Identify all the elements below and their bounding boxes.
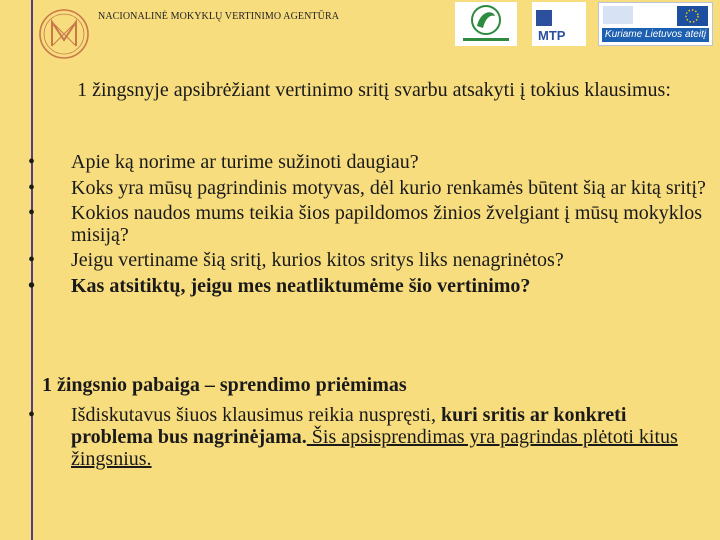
leaf-logo-icon <box>455 2 517 46</box>
mtp-logo-text: MTP <box>538 28 566 43</box>
list-item <box>28 203 718 246</box>
list-item <box>28 250 718 272</box>
list-item-text: Kas atsitiktų, jeigu mes neatliktumėme šio vertinimo? <box>71 274 531 297</box>
nmva-emblem-icon <box>38 8 90 60</box>
list-item <box>28 178 718 200</box>
partner-logo-1 <box>455 2 517 46</box>
decision-list <box>28 404 708 470</box>
bullet-icon: • <box>28 202 36 224</box>
bullet-icon: • <box>28 249 36 271</box>
list-item-text: Koks yra mūsų pagrindinis motyvas, dėl kurio renkamės būtent šią ar kitą sritį? <box>71 176 706 199</box>
question-list <box>28 152 718 301</box>
decision-text-underlined: Šis apsisprendimas yra pagrindas plėtoti kitus žingsnius. <box>71 426 678 470</box>
mtp-logo-icon <box>532 2 586 46</box>
list-item <box>28 152 718 174</box>
partner-logo-mtp <box>532 2 586 46</box>
decision-text-plain: Išdiskutavus šiuos klausimus reikia nuspręsti, <box>71 404 441 426</box>
list-item-text: Kokios naudos mums teikia šios papildomos žinios žvelgiant į mūsų mokyklos misiją? <box>71 202 703 246</box>
bullet-icon: • <box>28 176 36 199</box>
list-item-text: Apie ką norime ar turime sužinoti daugiau? <box>71 151 419 173</box>
bullet-icon: • <box>28 404 36 426</box>
bullet-icon: • <box>28 151 36 173</box>
eu-slogan: Kuriame Lietuvos ateitį <box>602 28 709 42</box>
eu-flag-icon <box>599 3 712 29</box>
list-item <box>28 276 718 298</box>
section-heading: 1 žingsnio pabaiga – sprendimo priėmimas <box>42 374 407 396</box>
list-item-text: Jeigu vertiname šią sritį, kurios kitos sritys liks nenagrinėtos? <box>71 249 564 271</box>
bullet-icon: • <box>28 274 36 297</box>
partner-logo-eu <box>598 2 713 46</box>
agency-name: NACIONALINĖ MOKYKLŲ VERTINIMO AGENTŪRA <box>98 11 340 22</box>
slide-title: 1 žingsnyje apsibrėžiant vertinimo sritį svarbu atsakyti į tokius klausimus: <box>77 79 671 101</box>
list-item <box>28 404 708 470</box>
decision-text-bold: kuri sritis ar konkreti problema bus nagrinėjama. <box>71 404 627 448</box>
